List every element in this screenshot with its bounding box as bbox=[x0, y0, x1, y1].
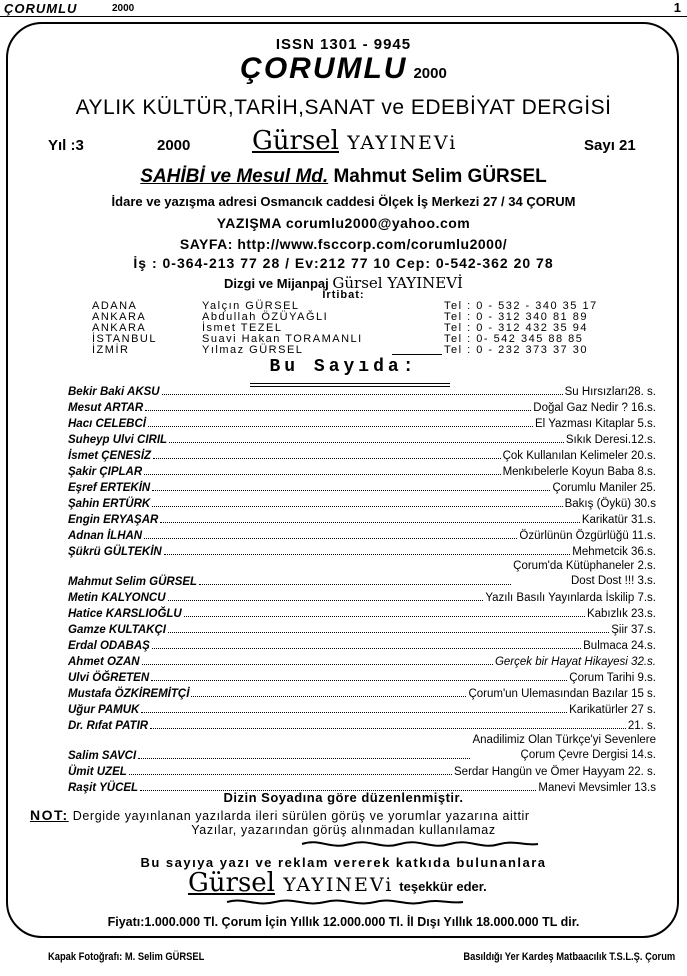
toc-leader bbox=[152, 506, 562, 507]
index-note: Dizin Soyadına göre düzenlenmiştir. bbox=[223, 790, 464, 805]
toc-title: Çok Kullanılan Kelimeler 20.s. bbox=[502, 450, 656, 462]
contact-row bbox=[92, 344, 588, 356]
toc-title: Karikatürler 27 s. bbox=[569, 704, 656, 716]
table-of-contents bbox=[68, 383, 656, 795]
toc-row bbox=[68, 527, 656, 543]
toc-leader bbox=[168, 632, 609, 633]
toc-row bbox=[68, 415, 656, 431]
toc-author: Hatice KARSLIOĞLU bbox=[68, 608, 182, 620]
typesetting-label: Dizgi ve Mijanpaj bbox=[224, 276, 329, 291]
toc-row bbox=[68, 685, 656, 701]
website: SAYFA: http://www.fsccorp.com/corumlu2000/ bbox=[179, 236, 508, 252]
contact-name: İsmet TEZEL bbox=[202, 322, 283, 334]
owner-role: SAHİBİ ve Mesul Md. bbox=[140, 166, 329, 187]
toc-title: El Yazması Kitaplar 5.s. bbox=[534, 418, 656, 430]
toc-row bbox=[68, 447, 656, 463]
toc-title: Sıkık Deresi.12.s. bbox=[565, 434, 656, 446]
toc-row bbox=[68, 383, 656, 399]
toc-author: Metin KALYONCU bbox=[68, 592, 166, 604]
logo-text: ÇORUMLU bbox=[240, 52, 408, 85]
toc-author: Şükrü GÜLTEKİN bbox=[68, 546, 162, 558]
toc-author: Gamze KULTAKÇI bbox=[68, 624, 166, 636]
cover-photo-credit: Kapak Fotoğrafı: M. Selim GÜRSEL bbox=[48, 951, 205, 963]
toc-leader bbox=[162, 394, 563, 395]
toc-row bbox=[68, 559, 656, 589]
toc-row bbox=[68, 763, 656, 779]
toc-author: Hacı CELEBCİ bbox=[68, 418, 146, 430]
toc-title: 21. s. bbox=[627, 720, 656, 732]
toc-leader bbox=[141, 712, 567, 713]
toc-title: Çorum Tarihi 9.s. bbox=[569, 672, 656, 684]
issue-number: Sayı 21 bbox=[584, 137, 636, 154]
toc-row bbox=[68, 463, 656, 479]
contact-underline bbox=[392, 354, 442, 355]
toc-leader bbox=[184, 616, 585, 617]
toc-leader bbox=[145, 410, 531, 411]
thanks-publisher-a: Gürsel bbox=[188, 868, 275, 898]
toc-row bbox=[68, 637, 656, 653]
contact-tel: Tel : 0 - 232 373 37 30 bbox=[444, 344, 588, 356]
toc-author: Uğur PAMUK bbox=[68, 704, 140, 716]
toc-row bbox=[68, 733, 656, 763]
contents-heading-text: Bu Sayıda: bbox=[269, 357, 418, 377]
toc-author: Bekir Baki AKSU bbox=[68, 386, 160, 398]
contact-name: Abdullah ÖZÜYAĞLI bbox=[202, 311, 329, 323]
toc-author: Mahmut Selim GÜRSEL bbox=[68, 576, 198, 588]
toc-row bbox=[68, 589, 656, 605]
publisher-logo bbox=[252, 126, 457, 156]
magazine-logo bbox=[0, 52, 687, 86]
toc-row bbox=[68, 479, 656, 495]
toc-title: Çorum'un Ulemasından Bazılar 15 s. bbox=[468, 688, 656, 700]
toc-title: Serdar Hangün ve Ömer Hayyam 22. s. bbox=[454, 766, 656, 778]
thanks-publisher bbox=[188, 868, 487, 898]
toc-row bbox=[68, 621, 656, 637]
note-line2: Yazılar, yazarından görüş alınmadan kullanılamaz bbox=[191, 823, 496, 837]
toc-author: Salim SAVCI bbox=[68, 750, 137, 762]
toc-row bbox=[68, 495, 656, 511]
toc-title: Su Hırsızları28. s. bbox=[564, 386, 656, 398]
publisher-name-a: Gürsel bbox=[252, 126, 339, 156]
thanks-line: Bu sayıya yazı ve reklam vererek katkıda bulunanlara bbox=[140, 855, 547, 870]
toc-title: Manevi Mevsimler 13.s bbox=[538, 782, 656, 794]
toc-row bbox=[68, 701, 656, 717]
page-number: 1 bbox=[673, 0, 681, 15]
toc-leader bbox=[144, 538, 517, 539]
toc-author: Şahin ERTÜRK bbox=[68, 498, 151, 510]
toc-leader bbox=[199, 584, 511, 585]
toc-leader bbox=[151, 680, 567, 681]
toc-title: Mehmetcik 36.s. bbox=[572, 546, 656, 558]
toc-author: Mustafa ÖZKİREMİTÇİ bbox=[68, 688, 190, 700]
contact-city: ANKARA bbox=[92, 311, 147, 323]
toc-author: Engin ERYAŞAR bbox=[68, 514, 159, 526]
toc-leader bbox=[153, 458, 501, 459]
toc-leader bbox=[142, 664, 493, 665]
publisher-name-b: YAYINEVi bbox=[347, 132, 458, 154]
header-brand: ÇORUMLU bbox=[4, 1, 78, 16]
contact-tel: Tel : 0- 542 345 88 85 bbox=[444, 333, 584, 345]
contents-heading bbox=[0, 357, 687, 377]
toc-leader bbox=[169, 442, 564, 443]
toc-leader bbox=[152, 490, 550, 491]
phone: İş : 0-364-213 77 28 / Ev:212 77 10 Cep: 0-542-362 20 78 bbox=[133, 255, 554, 271]
toc-author: Suheyp Ulvi CIRIL bbox=[68, 434, 168, 446]
toc-author: Adnan İLHAN bbox=[68, 530, 143, 542]
contact-name: Suavi Hakan TORAMANLI bbox=[202, 333, 363, 345]
printer-credit: Basıldığı Yer Kardeş Matbaacılık T.S.L.Ş. Çorum bbox=[463, 951, 675, 963]
toc-leader bbox=[144, 474, 500, 475]
contact-city: ADANA bbox=[92, 300, 138, 312]
owner-line bbox=[0, 166, 687, 188]
toc-author: Ahmet OZAN bbox=[68, 656, 140, 668]
email: YAZIŞMA corumlu2000@yahoo.com bbox=[216, 215, 471, 231]
toc-row bbox=[68, 399, 656, 415]
toc-author: Mesut ARTAR bbox=[68, 402, 144, 414]
header-rule bbox=[0, 16, 687, 17]
toc-author: Raşit YÜCEL bbox=[68, 782, 139, 794]
issn: ISSN 1301 - 9945 bbox=[275, 36, 412, 53]
toc-title: Karikatür 31.s. bbox=[581, 514, 656, 526]
toc-author: Ulvi ÖĞRETEN bbox=[68, 672, 150, 684]
header-year: 2000 bbox=[112, 3, 135, 14]
toc-author: Erdal ODABAŞ bbox=[68, 640, 150, 652]
contact-name: Yalçın GÜRSEL bbox=[202, 300, 300, 312]
toc-title: Bakış (Öykü) 30.s bbox=[564, 498, 656, 510]
toc-author: Dr. Rıfat PATIR bbox=[68, 720, 149, 732]
decorative-flourish bbox=[300, 836, 540, 852]
toc-leader bbox=[138, 758, 470, 759]
toc-leader bbox=[152, 648, 581, 649]
toc-leader bbox=[168, 600, 484, 601]
editorial-note bbox=[30, 807, 660, 823]
toc-row bbox=[68, 431, 656, 447]
toc-row bbox=[68, 653, 656, 669]
toc-leader bbox=[148, 426, 533, 427]
toc-author: Şakir ÇIPLAR bbox=[68, 466, 143, 478]
toc-leader bbox=[150, 728, 626, 729]
magazine-subtitle: AYLIK KÜLTÜR,TARİH,SANAT ve EDEBİYAT DERGİSİ bbox=[75, 96, 612, 119]
toc-author: Eşref ERTEKİN bbox=[68, 482, 151, 494]
owner-name: Mahmut Selim GÜRSEL bbox=[333, 166, 547, 187]
toc-title: Şiir 37.s. bbox=[611, 624, 656, 636]
toc-title: Özürlünün Özgürlüğü 11.s. bbox=[519, 530, 656, 542]
toc-title: Gerçek bir Hayat Hikayesi 32.s. bbox=[494, 656, 656, 668]
thanks-text: teşekkür eder. bbox=[399, 879, 487, 894]
address: İdare ve yazışma adresi Osmancık caddesi Ölçek İş Merkezi 27 / 34 ÇORUM bbox=[111, 194, 576, 209]
typesetting-publisher: Gürsel YAYINEVİ bbox=[332, 274, 463, 292]
toc-author: Ümit UZEL bbox=[68, 766, 127, 778]
contact-name: Yılmaz GÜRSEL bbox=[202, 344, 304, 356]
toc-row bbox=[68, 669, 656, 685]
contact-tel: Tel : 0 - 312 432 35 94 bbox=[444, 322, 588, 334]
contact-tel: Tel : 0 - 532 - 340 35 17 bbox=[444, 300, 598, 312]
toc-title: Anadilimiz Olan Türkçe'yi Sevenlere Çorum Çevre Dergisi 14.s. bbox=[472, 734, 656, 761]
logo-year: 2000 bbox=[413, 65, 447, 82]
price-line: Fiyatı:1.000.000 Tl. Çorum İçin Yıllık 12.000.000 Tl. İl Dışı Yıllık 18.000.000 TL dir. bbox=[107, 915, 580, 929]
thanks-publisher-b: YAYINEVi bbox=[283, 874, 394, 896]
contact-city: İSTANBUL bbox=[92, 333, 157, 345]
issue-year: 2000 bbox=[157, 137, 191, 154]
contact-tel: Tel : 0 - 312 340 81 89 bbox=[444, 311, 588, 323]
toc-title: Çorumlu Maniler 25. bbox=[552, 482, 656, 494]
toc-title: Doğal Gaz Nedir ? 16.s. bbox=[533, 402, 656, 414]
note-label: NOT: bbox=[30, 807, 69, 823]
toc-leader bbox=[191, 696, 466, 697]
toc-title: Yazılı Basılı Yayınlarda İskilip 7.s. bbox=[485, 592, 656, 604]
volume-year: Yıl :3 bbox=[48, 137, 84, 154]
toc-row bbox=[68, 511, 656, 527]
contact-heading: İrtibat: bbox=[322, 289, 365, 301]
toc-title: Menkıbelerle Koyun Baba 8.s. bbox=[502, 466, 656, 478]
toc-leader bbox=[164, 554, 571, 555]
note-line1: Dergide yayınlanan yazılarda ileri sürülen görüş ve yorumlar yazarına aittir bbox=[72, 809, 530, 823]
toc-leader bbox=[129, 774, 452, 775]
contact-city: İZMİR bbox=[92, 344, 130, 356]
toc-title: Bulmaca 24.s. bbox=[583, 640, 656, 652]
toc-row bbox=[68, 605, 656, 621]
toc-leader bbox=[160, 522, 580, 523]
toc-author: İsmet ÇENESİZ bbox=[68, 450, 152, 462]
toc-title: Kabızlık 23.s. bbox=[586, 608, 656, 620]
toc-title: Çorum'da Kütüphaneler 2.s. Dost Dost !!! 3.s. bbox=[513, 560, 656, 587]
toc-row bbox=[68, 543, 656, 559]
decorative-flourish-bottom bbox=[225, 895, 465, 909]
toc-row bbox=[68, 717, 656, 733]
contact-city: ANKARA bbox=[92, 322, 147, 334]
